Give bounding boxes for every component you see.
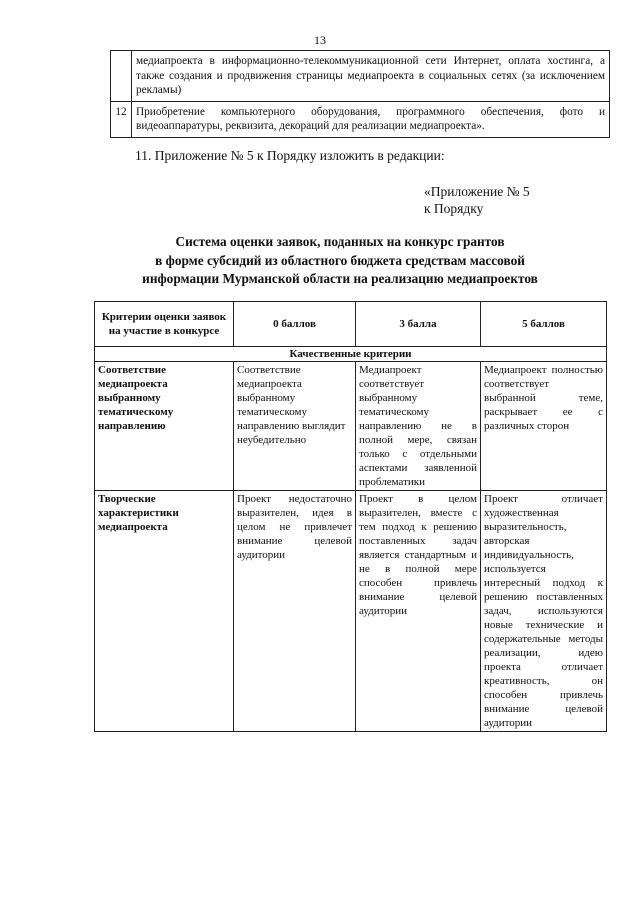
- score-5-cell: Медиапроект полностью соответствует выбранной теме, раскрывает ее с различных сторон: [481, 362, 607, 491]
- appendix-reference: [424, 183, 530, 217]
- amendment-paragraph: 11. Приложение № 5 к Порядку изложить в редакции:: [135, 148, 445, 163]
- row-number: [111, 51, 132, 102]
- section-row: [95, 347, 607, 362]
- header-score-3: 3 балла: [356, 302, 481, 347]
- table-row: [95, 491, 607, 732]
- section-heading: Качественные критерии: [95, 347, 607, 362]
- appendix-line: «Приложение № 5: [424, 184, 530, 199]
- evaluation-criteria-table: [94, 301, 607, 732]
- document-title: [90, 233, 590, 289]
- score-5-cell: Проект отличает художественная выразительность, авторская индивидуальность, используется интересный подход к решению поставленных задач, используются новые технические и содержательные методы реализации, идею проекта отличает креативность, он способен привлечь внимание целевой аудитории: [481, 491, 607, 732]
- score-3-cell: Проект в целом выразителен, вместе с тем подход к решению поставленных задач является стандартным и не в полной мере способен привлечь внимание целевой аудитории: [356, 491, 481, 732]
- row-number: 12: [111, 101, 132, 137]
- title-line: Система оценки заявок, поданных на конкурс грантов: [175, 234, 505, 249]
- title-line: информации Мурманской области на реализацию медиапроектов: [142, 271, 538, 286]
- score-0-cell: Проект недостаточно выразителен, идея в целом не привлечет внимание целевой аудитории: [234, 491, 356, 732]
- score-0-cell: Соответствие медиапроекта выбранному тематическому направлению выглядит неубедительно: [234, 362, 356, 491]
- row-text: медиапроекта в информационно-телекоммуникационной сети Интернет, оплата хостинга, а также создания и продвижения страницы медиапроекта в социальных сетях (за исключением рекламы): [132, 51, 610, 102]
- table-row: [111, 101, 610, 137]
- row-text: Приобретение компьютерного оборудования, программного обеспечения, фото и видеоаппаратуры, реквизита, декораций для реализации медиапроекта».: [132, 101, 610, 137]
- table-row: [95, 362, 607, 491]
- title-line: в форме субсидий из областного бюджета средствам массовой: [155, 252, 525, 268]
- expense-items-table: [110, 50, 610, 138]
- appendix-line: к Порядку: [424, 201, 484, 216]
- header-score-5: 5 баллов: [481, 302, 607, 347]
- table-row: [111, 51, 610, 102]
- score-3-cell: Медиапроект соответствует выбранному тематическому направлению не в полной мере, связан только с отдельными аспектами заявленной проблематики: [356, 362, 481, 491]
- header-criteria: Критерии оценки заявок на участие в конкурсе: [95, 302, 234, 347]
- header-score-0: 0 баллов: [234, 302, 356, 347]
- criterion-cell: Творческие характеристики медиапроекта: [95, 491, 234, 732]
- table-header-row: [95, 302, 607, 347]
- criterion-cell: Соответствие медиапроекта выбранному тематическому направлению: [95, 362, 234, 491]
- page-number: 13: [314, 33, 326, 47]
